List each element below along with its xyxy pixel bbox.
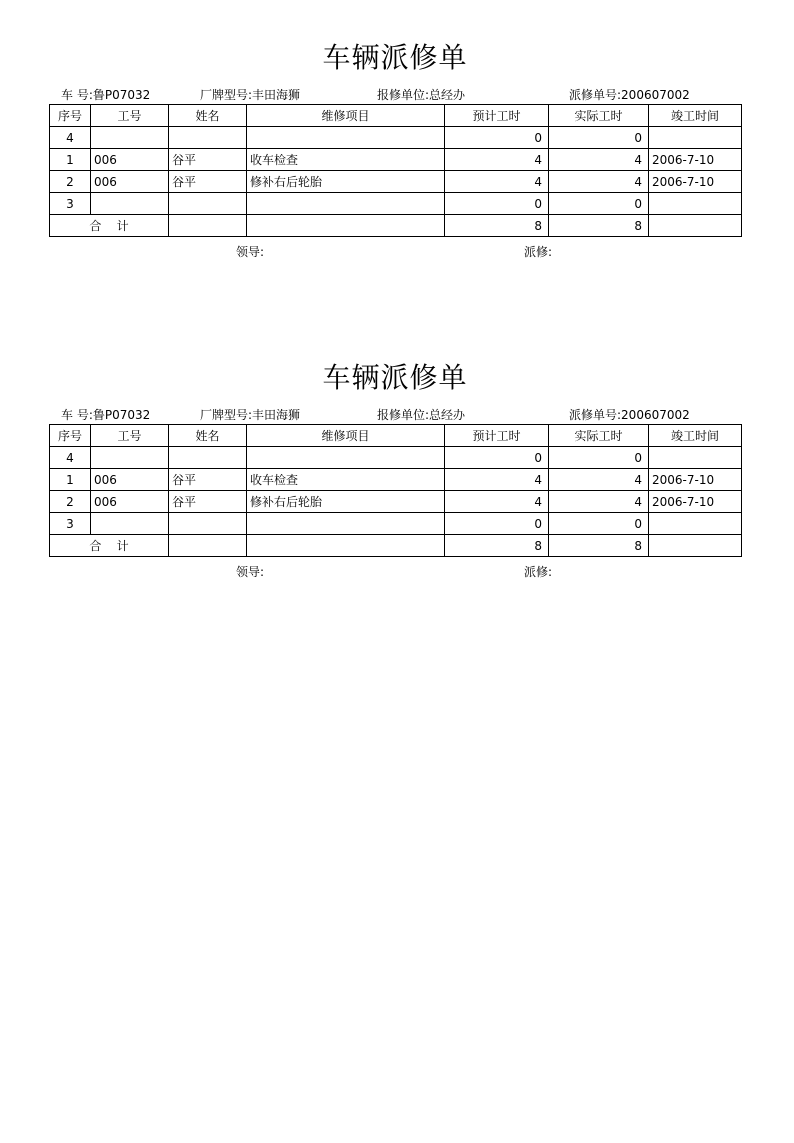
seq-cell: 1	[50, 469, 91, 491]
finish-date-cell: 2006-7-10	[649, 491, 742, 513]
header-cell: 工号	[91, 425, 169, 447]
header-cell: 工号	[91, 105, 169, 127]
table-row	[50, 469, 742, 491]
unit-label: 报修单位:	[377, 88, 430, 102]
unit-value: 总经办	[429, 408, 466, 422]
leader-signature-label: 领导:	[236, 565, 265, 579]
finish-date-cell: 2006-7-10	[649, 171, 742, 193]
empty-cell	[247, 535, 445, 557]
worker-id-cell: 006	[91, 469, 169, 491]
act-hours-cell: 0	[549, 193, 649, 215]
unit-value: 总经办	[429, 88, 466, 102]
act-hours-cell: 4	[549, 491, 649, 513]
total-act-hours: 8	[549, 215, 649, 237]
total-label: 合 计	[50, 215, 169, 237]
item-cell	[247, 447, 445, 469]
name-cell	[169, 193, 247, 215]
seq-cell: 2	[50, 491, 91, 513]
worker-id-cell	[91, 513, 169, 535]
header-cell: 序号	[50, 105, 91, 127]
car-number-label: 车 号:	[61, 88, 93, 102]
header-cell: 预计工时	[445, 425, 549, 447]
item-cell	[247, 127, 445, 149]
unit-field	[377, 406, 465, 423]
est-hours-cell: 4	[445, 149, 549, 171]
worker-id-cell: 006	[91, 149, 169, 171]
seq-cell: 2	[50, 171, 91, 193]
header-cell: 实际工时	[549, 425, 649, 447]
act-hours-cell: 4	[549, 171, 649, 193]
name-cell: 谷平	[169, 149, 247, 171]
est-hours-cell: 0	[445, 193, 549, 215]
table-row	[50, 447, 742, 469]
finish-date-cell	[649, 513, 742, 535]
table-row	[50, 513, 742, 535]
total-act-hours: 8	[549, 535, 649, 557]
seq-cell: 3	[50, 193, 91, 215]
empty-cell	[247, 215, 445, 237]
order-number-value: 200607002	[621, 88, 690, 102]
model-field	[200, 86, 300, 103]
finish-date-cell	[649, 447, 742, 469]
dispatch-signature-label: 派修:	[524, 245, 553, 259]
name-cell: 谷平	[169, 171, 247, 193]
item-cell	[247, 193, 445, 215]
worker-id-cell: 006	[91, 491, 169, 513]
repair-order-form-2	[49, 360, 741, 579]
seq-cell: 4	[50, 127, 91, 149]
est-hours-cell: 0	[445, 127, 549, 149]
signature-row	[49, 237, 741, 259]
seq-cell: 4	[50, 447, 91, 469]
table-row	[50, 491, 742, 513]
total-row	[50, 535, 742, 557]
finish-date-cell: 2006-7-10	[649, 469, 742, 491]
item-cell: 修补右后轮胎	[247, 171, 445, 193]
total-est-hours: 8	[445, 535, 549, 557]
empty-cell	[169, 535, 247, 557]
order-info-row	[49, 80, 741, 104]
worker-id-cell: 006	[91, 171, 169, 193]
header-cell: 竣工时间	[649, 105, 742, 127]
est-hours-cell: 4	[445, 469, 549, 491]
act-hours-cell: 0	[549, 127, 649, 149]
act-hours-cell: 0	[549, 447, 649, 469]
model-field	[200, 406, 300, 423]
repair-items-table	[49, 104, 742, 237]
empty-cell	[649, 535, 742, 557]
item-cell: 收车检查	[247, 469, 445, 491]
order-number-label: 派修单号:	[569, 88, 622, 102]
worker-id-cell	[91, 127, 169, 149]
est-hours-cell: 0	[445, 447, 549, 469]
header-cell: 竣工时间	[649, 425, 742, 447]
repair-items-table	[49, 424, 742, 557]
total-label: 合 计	[50, 535, 169, 557]
table-row	[50, 127, 742, 149]
model-label: 厂牌型号:	[200, 88, 253, 102]
table-row	[50, 149, 742, 171]
name-cell: 谷平	[169, 491, 247, 513]
name-cell	[169, 513, 247, 535]
act-hours-cell: 4	[549, 149, 649, 171]
name-cell	[169, 127, 247, 149]
table-row	[50, 193, 742, 215]
dispatch-signature-label: 派修:	[524, 565, 553, 579]
worker-id-cell	[91, 447, 169, 469]
header-cell: 姓名	[169, 425, 247, 447]
order-number-label: 派修单号:	[569, 408, 622, 422]
unit-field	[377, 86, 465, 103]
unit-label: 报修单位:	[377, 408, 430, 422]
empty-cell	[169, 215, 247, 237]
car-number-field	[61, 406, 150, 423]
total-row	[50, 215, 742, 237]
table-header-row	[50, 105, 742, 127]
header-cell: 姓名	[169, 105, 247, 127]
leader-signature-label: 领导:	[236, 245, 265, 259]
form-title: 车辆派修单	[322, 361, 468, 394]
worker-id-cell	[91, 193, 169, 215]
item-cell	[247, 513, 445, 535]
empty-cell	[649, 215, 742, 237]
repair-order-form-1	[49, 40, 741, 259]
car-number-label: 车 号:	[61, 408, 93, 422]
name-cell	[169, 447, 247, 469]
order-number-value: 200607002	[621, 408, 690, 422]
model-label: 厂牌型号:	[200, 408, 253, 422]
table-header-row	[50, 425, 742, 447]
header-cell: 实际工时	[549, 105, 649, 127]
name-cell: 谷平	[169, 469, 247, 491]
table-row	[50, 171, 742, 193]
order-number-field	[569, 86, 690, 103]
form-title: 车辆派修单	[322, 41, 468, 74]
header-cell: 序号	[50, 425, 91, 447]
act-hours-cell: 4	[549, 469, 649, 491]
car-number-value: 鲁P07032	[92, 88, 151, 102]
est-hours-cell: 0	[445, 513, 549, 535]
item-cell: 收车检查	[247, 149, 445, 171]
order-number-field	[569, 406, 690, 423]
total-est-hours: 8	[445, 215, 549, 237]
car-number-field	[61, 86, 150, 103]
finish-date-cell	[649, 127, 742, 149]
seq-cell: 1	[50, 149, 91, 171]
est-hours-cell: 4	[445, 171, 549, 193]
item-cell: 修补右后轮胎	[247, 491, 445, 513]
model-value: 丰田海狮	[252, 408, 301, 422]
seq-cell: 3	[50, 513, 91, 535]
finish-date-cell: 2006-7-10	[649, 149, 742, 171]
act-hours-cell: 0	[549, 513, 649, 535]
model-value: 丰田海狮	[252, 88, 301, 102]
order-info-row	[49, 400, 741, 424]
finish-date-cell	[649, 193, 742, 215]
est-hours-cell: 4	[445, 491, 549, 513]
header-cell: 维修项目	[247, 425, 445, 447]
header-cell: 预计工时	[445, 105, 549, 127]
car-number-value: 鲁P07032	[92, 408, 151, 422]
header-cell: 维修项目	[247, 105, 445, 127]
signature-row	[49, 557, 741, 579]
